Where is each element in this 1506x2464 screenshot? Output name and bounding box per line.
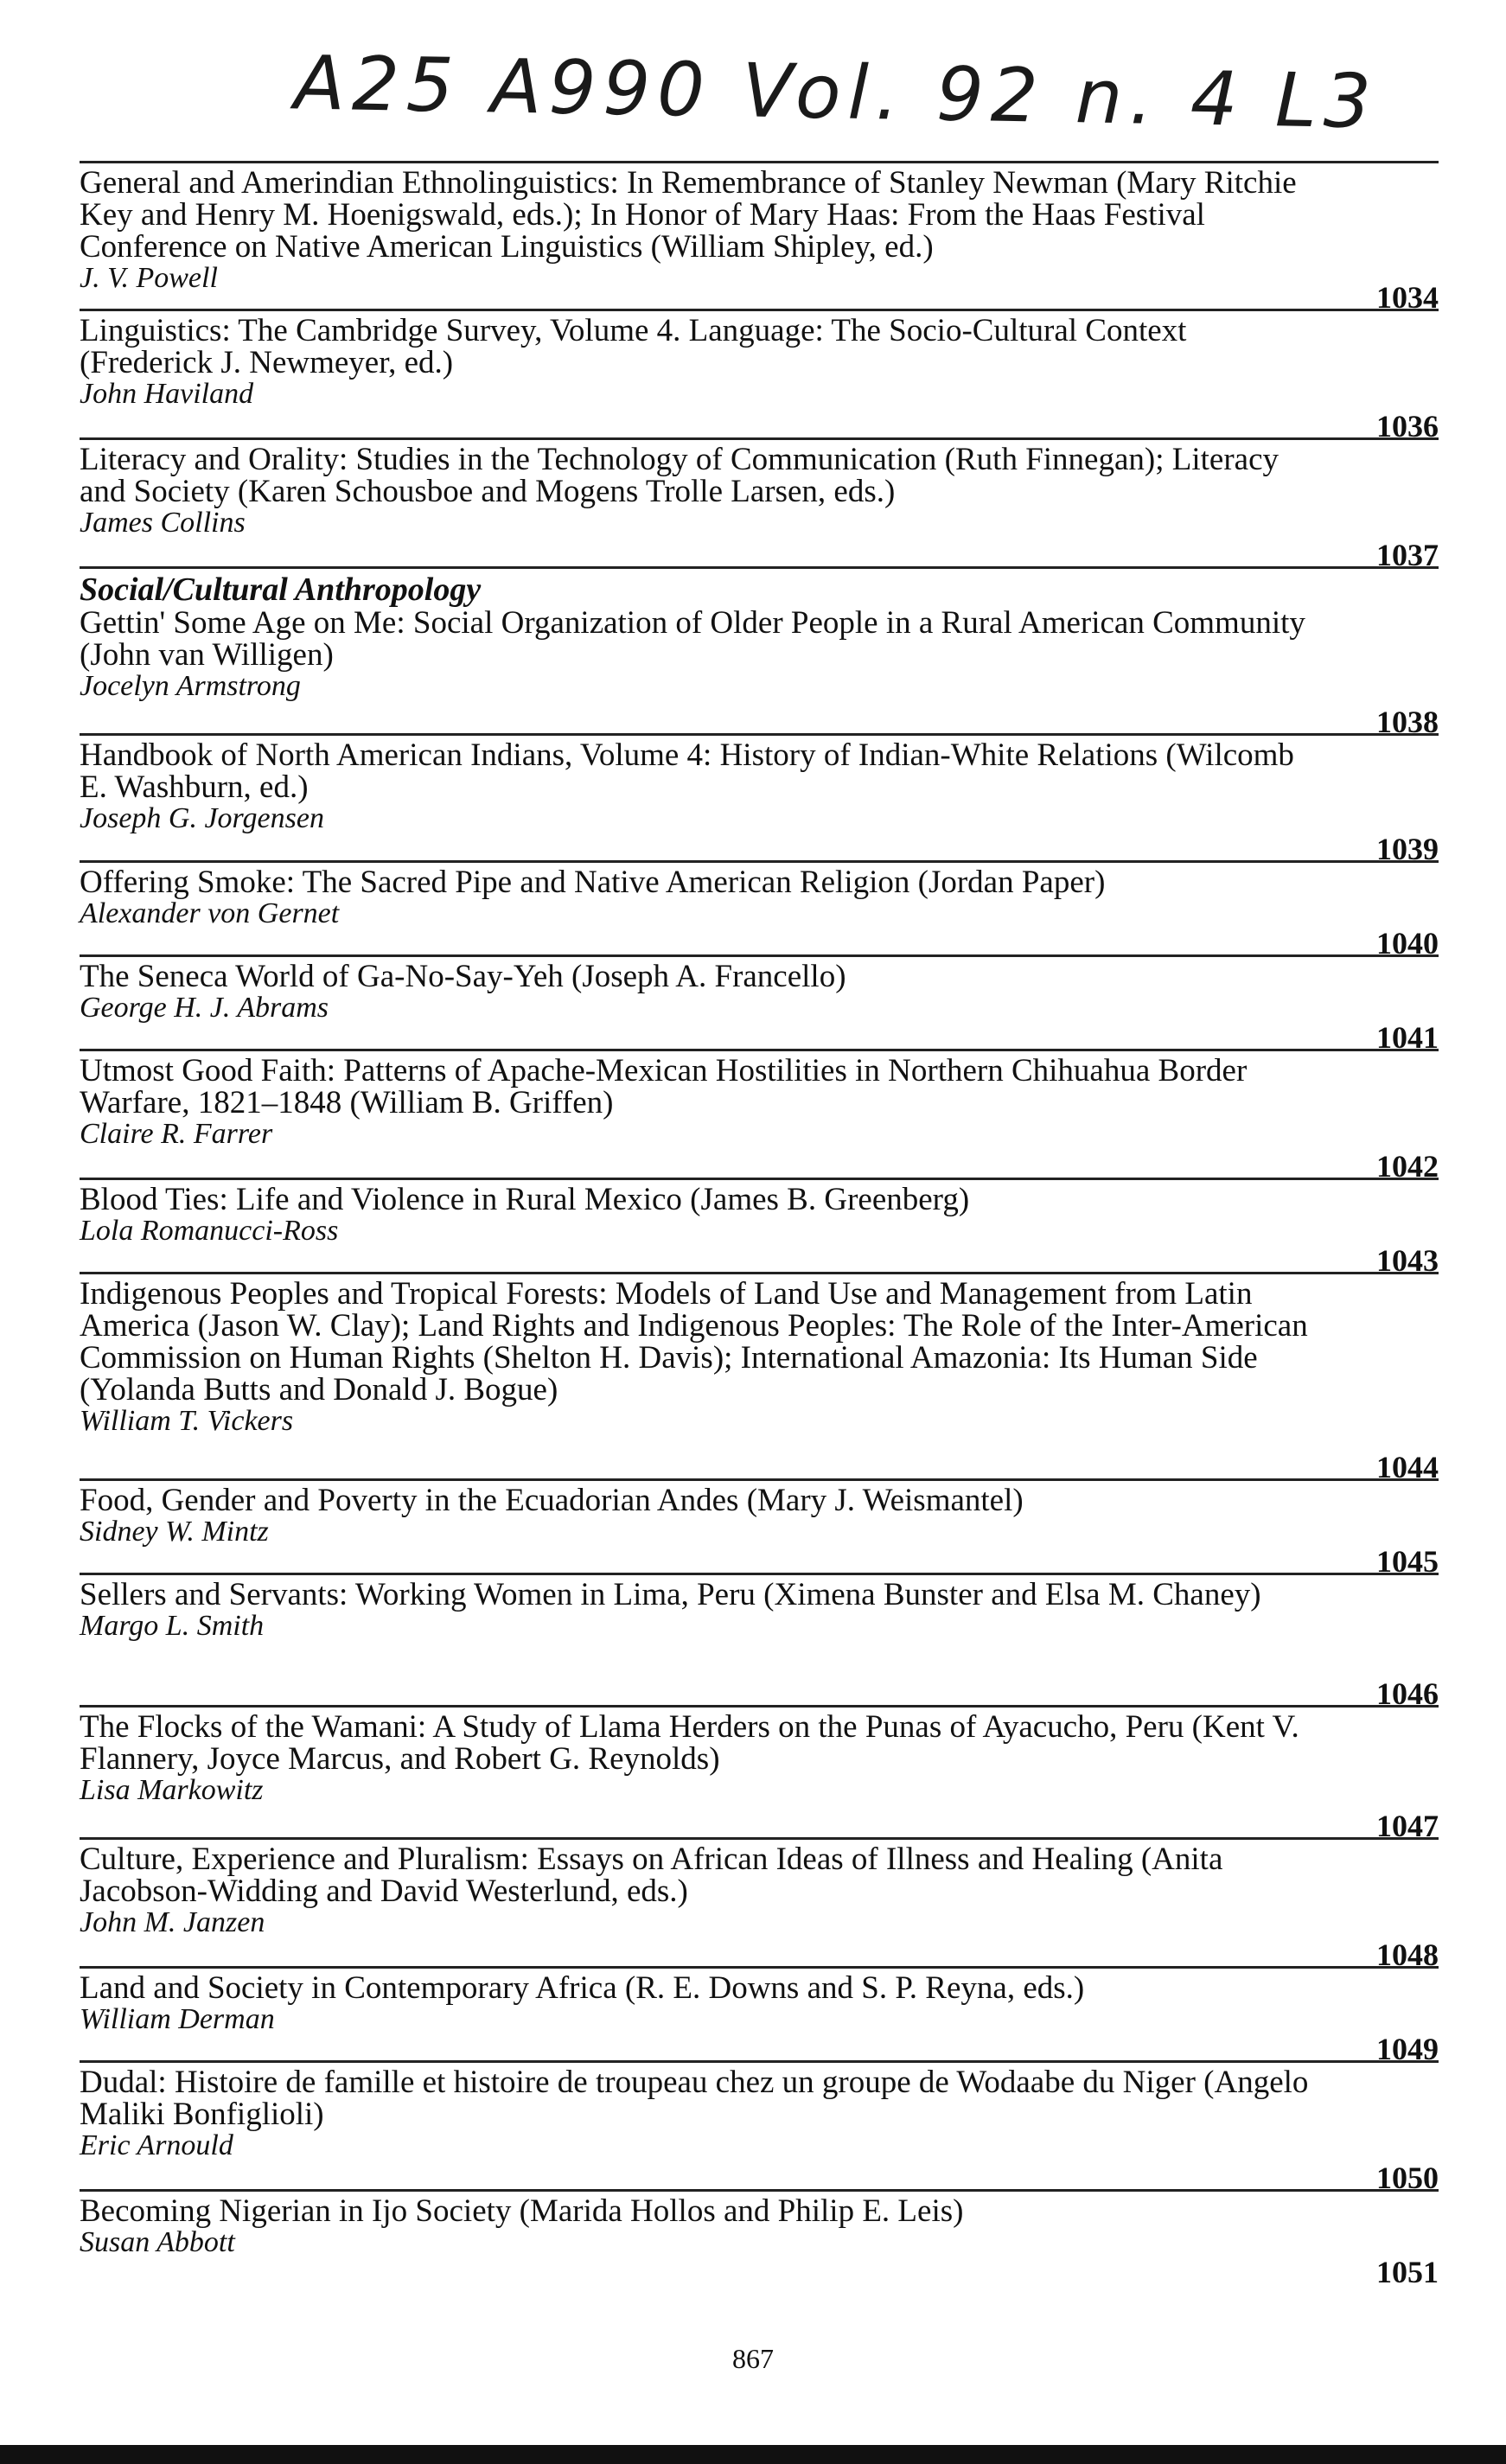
entry-reviewer: Eric Arnould [80,2129,233,2161]
toc-entry [80,566,1439,739]
entry-page-number: 1048 [1376,1937,1439,1972]
entry-title: Dudal: Histoire de famille et histoire de troupeau chez un groupe de Wodaabe du Niger (Angelo Maliki Bonfiglioli) [80,2065,1309,2132]
entry-title: Food, Gender and Poverty in the Ecuadorian Andes (Mary J. Weismantel) [80,1483,1024,1518]
entry-reviewer: Susan Abbott [80,2226,235,2258]
entry-title: Utmost Good Faith: Patterns of Apache-Mexican Hostilities in Northern Chihuahua Border Warfare, 1821–1848 (William B. Griffen) [80,1053,1248,1120]
entry-reviewer: Claire R. Farrer [80,1118,273,1150]
entry-reviewer: Alexander von Gernet [80,897,340,929]
toc-entry [80,1966,1439,2066]
entry-title: Sellers and Servants: Working Women in Lima, Peru (Ximena Bunster and Elsa M. Chaney) [80,1577,1261,1612]
entry-page-number: 1051 [1376,2255,1439,2289]
entry-reviewer: Margo L. Smith [80,1610,265,1642]
entry-title: Literacy and Orality: Studies in the Technology of Communication (Ruth Finnegan); Literacy and Society (Karen Schousboe and Mogens Trolle Larsen, eds.) [80,442,1279,509]
toc-entry [80,1049,1439,1184]
entry-page-number: 1049 [1376,2032,1439,2066]
entry-reviewer: Jocelyn Armstrong [80,670,301,702]
entry-reviewer: J. V. Powell [80,262,218,294]
entry-title: Land and Society in Contemporary Africa (R. E. Downs and S. P. Reyna, eds.) [80,1970,1085,2006]
entry-reviewer: John Haviland [80,378,254,410]
section-heading: Social/Cultural Anthropology [80,571,482,608]
entry-title: Handbook of North American Indians, Volume 4: History of Indian-White Relations (Wilcomb E. Washburn, ed.) [80,737,1294,805]
toc-entry [80,2060,1439,2195]
entry-page-number: 1045 [1376,1544,1439,1579]
entry-title: General and Amerindian Ethnolinguistics: In Remembrance of Stanley Newman (Mary Ritchie Key and Henry M. Hoenigswald, eds.); In Honor of Mary Haas: From the Haas Festival Conference on Native American Linguistics (William Shipley, ed.) [80,165,1297,265]
toc-entry [80,309,1439,444]
toc-entry [80,1573,1439,1711]
entry-reviewer: William Derman [80,2003,275,2035]
toc-entry [80,2189,1439,2289]
entry-page-number: 1039 [1376,832,1439,866]
scan-border [0,2445,1506,2464]
handwritten-call-number: A25 A990 Vol. 92 n. 4 L3 [293,40,1379,146]
entry-reviewer: Sidney W. Mintz [80,1516,269,1548]
entry-page-number: 1034 [1376,280,1439,315]
entry-page-number: 1042 [1376,1149,1439,1184]
page-number: 867 [732,2343,774,2374]
toc-entry [80,1837,1439,1972]
entry-title: The Seneca World of Ga-No-Say-Yeh (Joseph A. Francello) [80,959,846,994]
toc-entry [80,1178,1439,1278]
toc-entry [80,1478,1439,1579]
entry-page-number: 1037 [1376,538,1439,572]
entry-page-number: 1040 [1376,926,1439,961]
entry-reviewer: George H. J. Abrams [80,992,329,1024]
entry-reviewer: Lola Romanucci-Ross [80,1215,339,1247]
entry-page-number: 1036 [1376,409,1439,444]
entry-reviewer: Lisa Markowitz [80,1774,264,1806]
entry-reviewer: James Collins [80,507,246,539]
entry-page-number: 1041 [1376,1020,1439,1055]
toc-entry [80,733,1439,866]
entry-page-number: 1050 [1376,2161,1439,2195]
entry-page-number: 1046 [1376,1676,1439,1711]
entry-page-number: 1044 [1376,1450,1439,1484]
entry-title: Indigenous Peoples and Tropical Forests: Models of Land Use and Management from Latin America (Jason W. Clay); Land Rights and Indigenous Peoples: The Role of the Inter-American Commission on Human Rights (Shelton H. Davis); International Amazonia: Its Human Side (Yolanda Butts and Donald J. Bogue) [80,1276,1308,1408]
toc-entry [80,1272,1439,1484]
entry-reviewer: William T. Vickers [80,1405,294,1437]
entry-title: The Flocks of the Wamani: A Study of Llama Herders on the Punas of Ayacucho, Peru (Kent V. Flannery, Joyce Marcus, and Robert G. Reynolds) [80,1709,1299,1777]
entry-page-number: 1043 [1376,1243,1439,1278]
entry-page-number: 1047 [1376,1809,1439,1843]
entry-reviewer: John M. Janzen [80,1906,265,1938]
entry-title: Offering Smoke: The Sacred Pipe and Native American Religion (Jordan Paper) [80,865,1106,900]
entry-reviewer: Joseph G. Jorgensen [80,802,324,834]
entry-page-number: 1038 [1376,705,1439,739]
toc-entry [80,161,1439,315]
toc-entry [80,437,1439,572]
entry-title: Gettin' Some Age on Me: Social Organization of Older People in a Rural American Community (John van Willigen) [80,605,1305,673]
toc-entry [80,954,1439,1055]
entry-title: Blood Ties: Life and Violence in Rural Mexico (James B. Greenberg) [80,1182,970,1217]
toc-entry [80,1705,1439,1843]
toc-entry [80,860,1439,961]
entry-title: Linguistics: The Cambridge Survey, Volume 4. Language: The Socio-Cultural Context (Frederick J. Newmeyer, ed.) [80,313,1187,380]
entry-title: Becoming Nigerian in Ijo Society (Marida Hollos and Philip E. Leis) [80,2193,964,2229]
table-of-contents [80,161,1439,2289]
entry-title: Culture, Experience and Pluralism: Essays on African Ideas of Illness and Healing (Anita Jacobson-Widding and David Westerlund, eds.) [80,1842,1223,1909]
